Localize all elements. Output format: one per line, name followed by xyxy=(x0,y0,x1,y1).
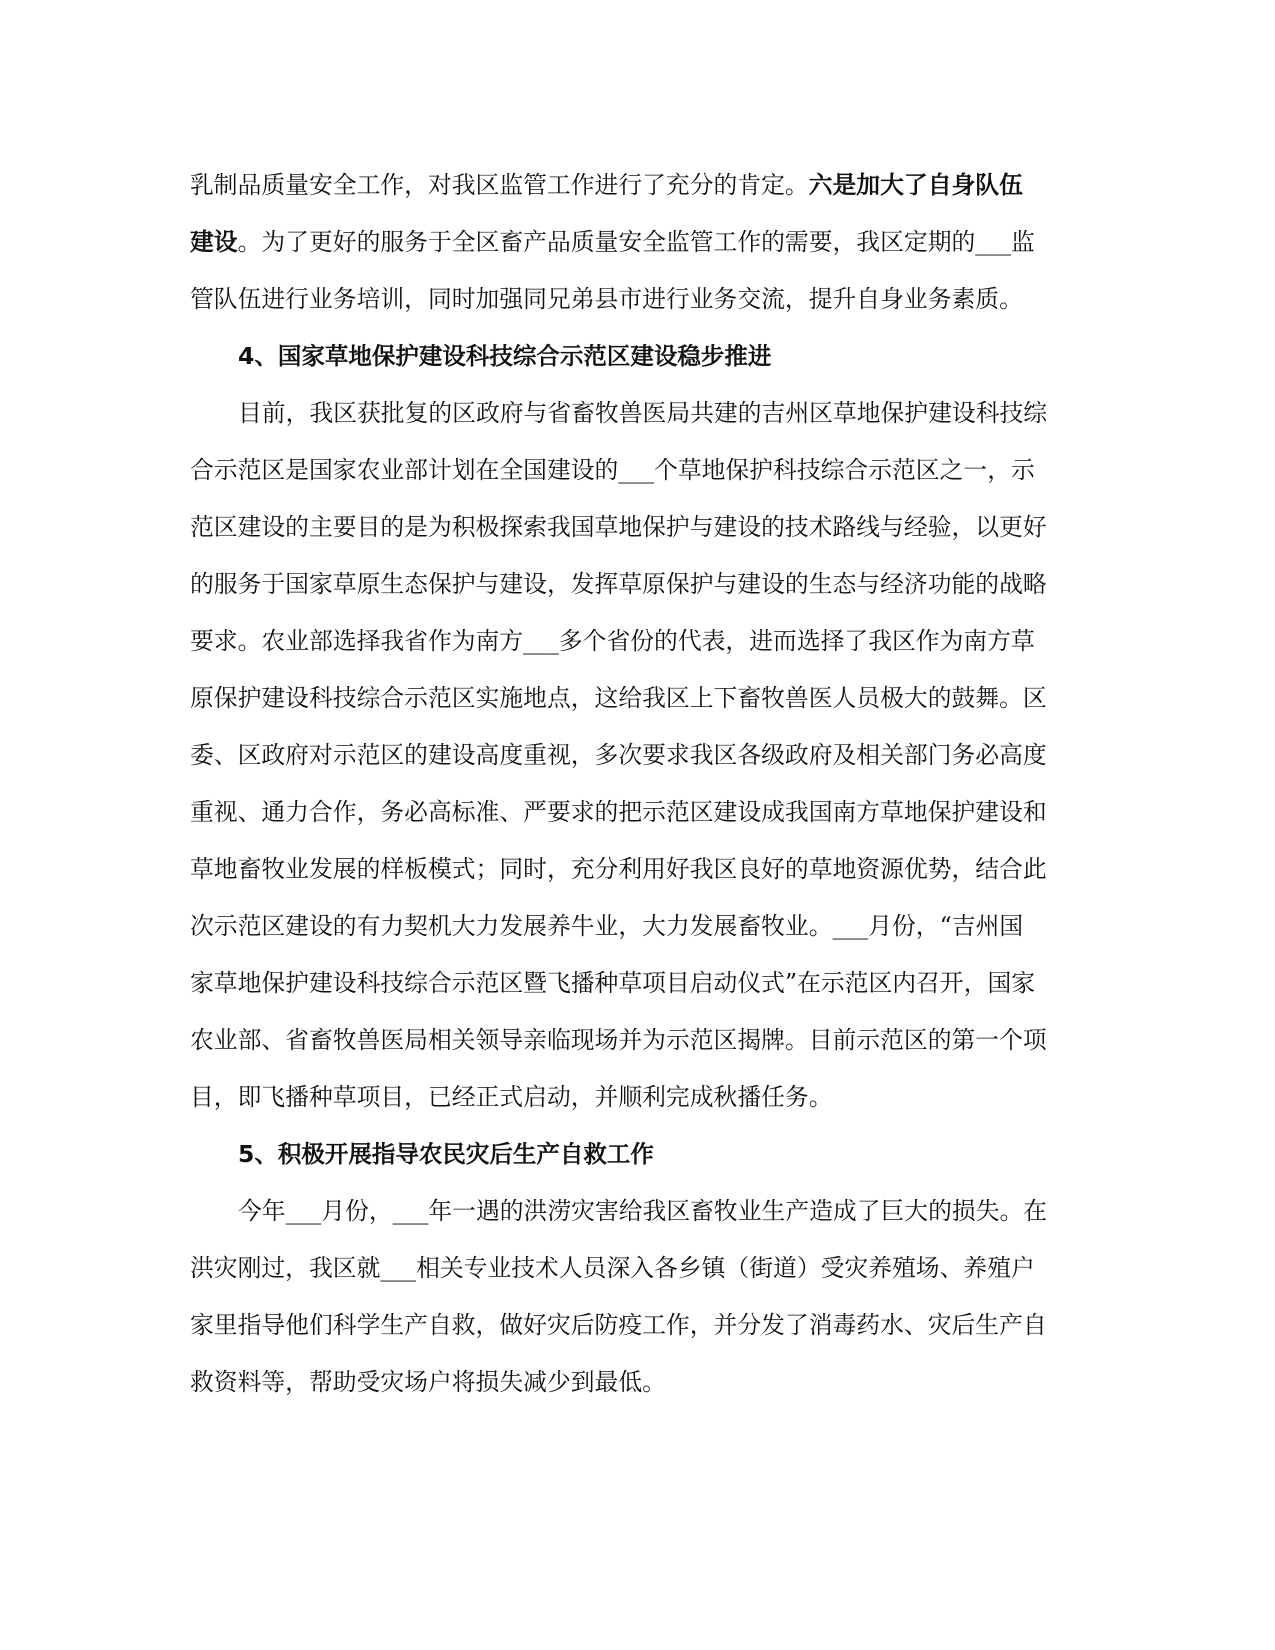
body-line: 次示范区建设的有力契机大力发展养牛业，大力发展畜牧业。___月份，“吉州国 xyxy=(190,912,1024,940)
body-line: 要求。农业部选择我省作为南方___多个省份的代表，进而选择了我区作为南方草 xyxy=(190,627,1035,655)
body-line xyxy=(190,168,1090,202)
body-line: 目，即飞播种草项目，已经正式启动，并顺利完成秋播任务。 xyxy=(190,1083,833,1111)
body-line: 的服务于国家草原生态保护与建设，发挥草原保护与建设的生态与经济功能的战略 xyxy=(190,570,1047,598)
body-line: 草地畜牧业发展的样板模式；同时，充分利用好我区良好的草地资源优势，结合此 xyxy=(190,855,1047,883)
body-line xyxy=(190,225,1090,259)
body-line: 合示范区是国家农业部计划在全国建设的___个草地保护科技综合示范区之一，示 xyxy=(190,456,1035,484)
section-heading: 4、国家草地保护建设科技综合示范区建设稳步推进 xyxy=(238,342,772,370)
bold-phrase: 建设 xyxy=(190,228,238,256)
body-line: 范区建设的主要目的是为积极探索我国草地保护与建设的技术路线与经验，以更好 xyxy=(190,513,1047,541)
body-line: 重视、通力合作，务必高标准、严要求的把示范区建设成我国南方草地保护建设和 xyxy=(190,798,1047,826)
body-line: 委、区政府对示范区的建设高度重视，多次要求我区各级政府及相关部门务必高度 xyxy=(190,741,1047,769)
body-text: 。为了更好的服务于全区畜产品质量安全监管工作的需要，我区定期的___监 xyxy=(237,228,1035,256)
bold-phrase: 六是加大了自身队伍 xyxy=(808,171,1023,199)
body-line: 洪灾刚过，我区就___相关专业技术人员深入各乡镇（街道）受灾养殖场、养殖户 xyxy=(190,1254,1035,1282)
body-line: 家里指导他们科学生产自救，做好灾后防疫工作，并分发了消毒药水、灾后生产自 xyxy=(190,1311,1047,1339)
body-line: 管队伍进行业务培训，同时加强同兄弟县市进行业务交流，提升自身业务素质。 xyxy=(190,285,1023,313)
body-text: 乳制品质量安全工作，对我区监管工作进行了充分的肯定。 xyxy=(190,171,809,199)
body-line: 农业部、省畜牧兽医局相关领导亲临现场并为示范区揭牌。目前示范区的第一个项 xyxy=(190,1026,1047,1054)
body-line: 家草地保护建设科技综合示范区暨飞播种草项目启动仪式”在示范区内召开，国家 xyxy=(190,969,1036,997)
paragraph-first-line: 今年___月份，___年一遇的洪涝灾害给我区畜牧业生产造成了巨大的损失。在 xyxy=(238,1197,1048,1225)
body-line: 救资料等，帮助受灾场户将损失减少到最低。 xyxy=(190,1368,666,1396)
body-line: 原保护建设科技综合示范区实施地点，这给我区上下畜牧兽医人员极大的鼓舞。区 xyxy=(190,684,1047,712)
section-heading: 5、积极开展指导农民灾后生产自救工作 xyxy=(238,1140,654,1168)
paragraph-first-line: 目前，我区获批复的区政府与省畜牧兽医局共建的吉州区草地保护建设科技综 xyxy=(238,399,1048,427)
